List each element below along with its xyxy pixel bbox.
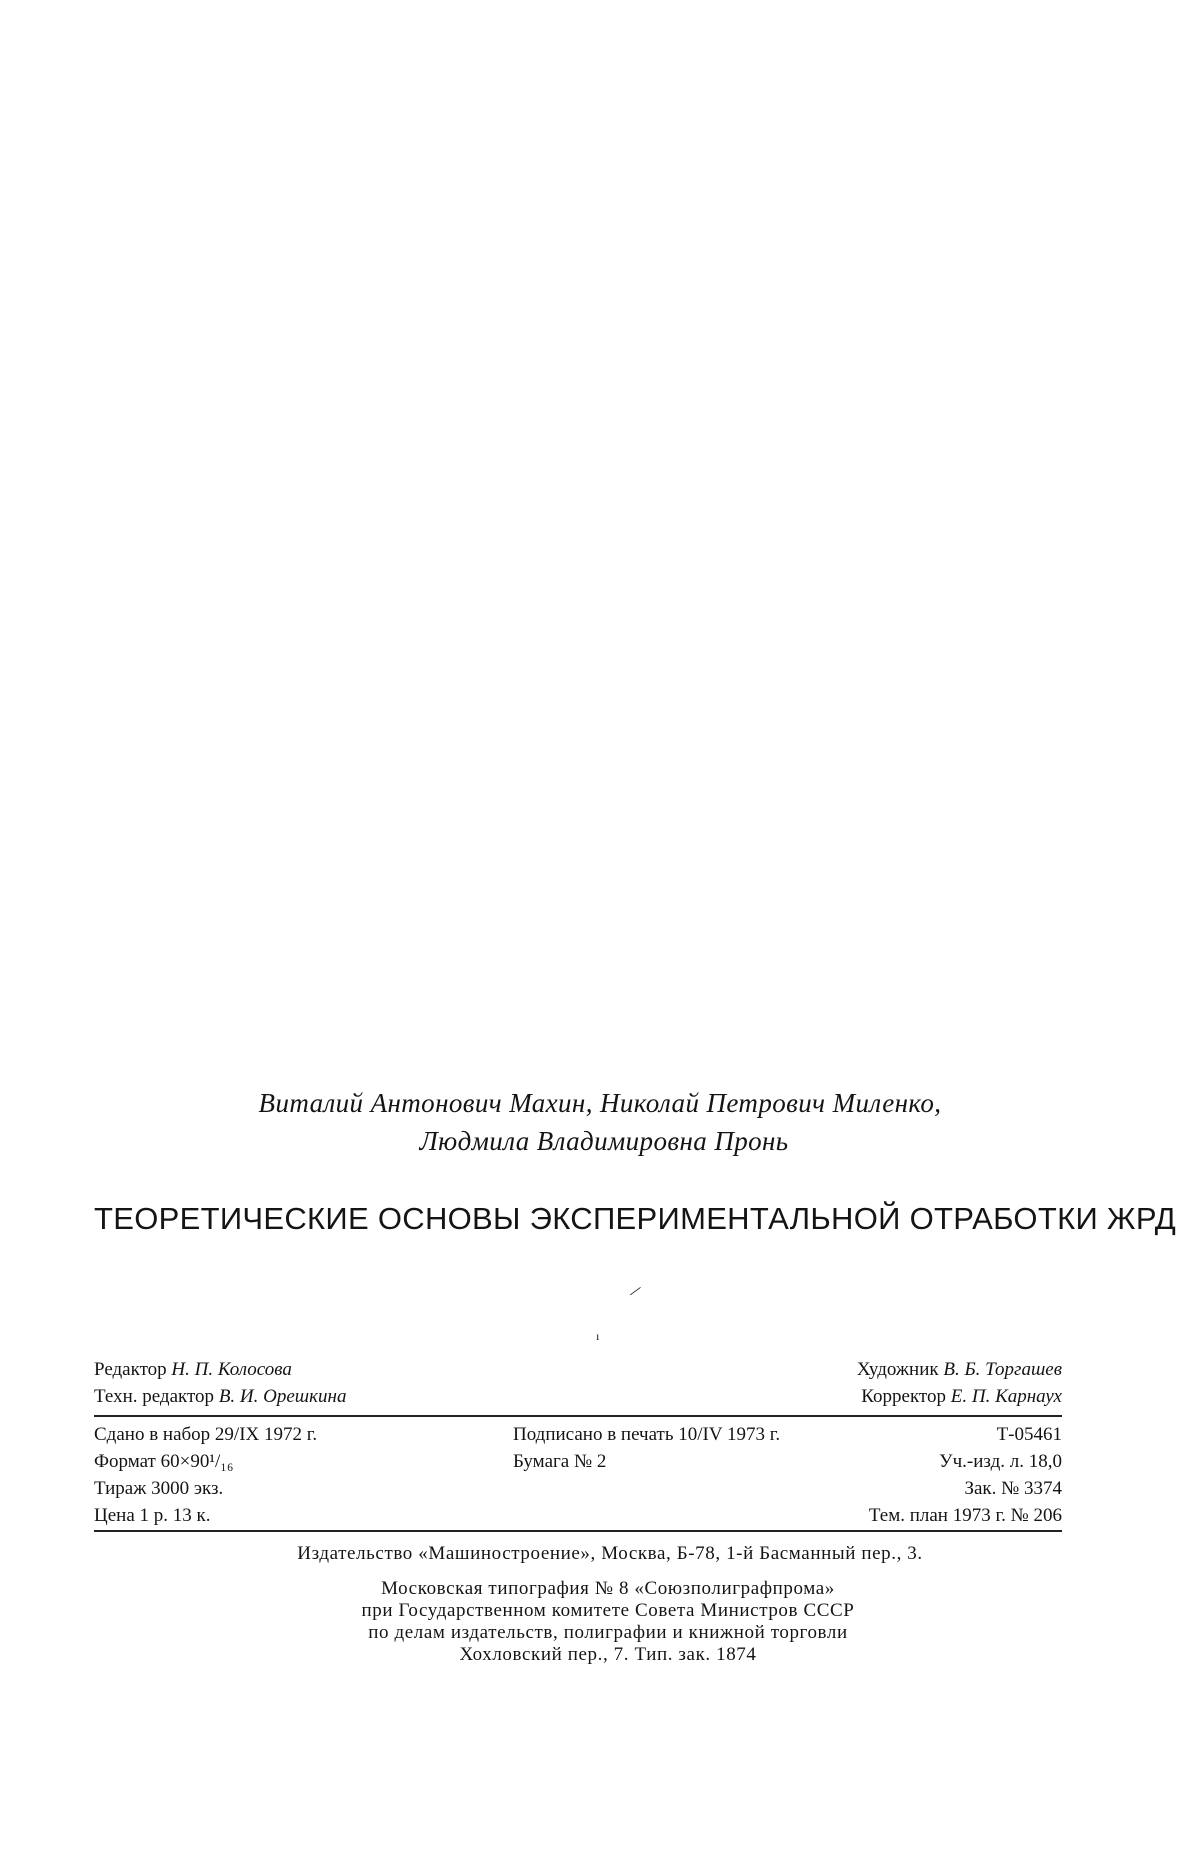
divider-bottom: [94, 1530, 1062, 1532]
printer-line-1: Московская типография № 8 «Союзполиграфпрома»: [381, 1578, 835, 1599]
editor-name: Н. П. Колосова: [171, 1359, 292, 1380]
print-row-2: [94, 1449, 1062, 1476]
print-speck-dot: ı: [596, 1329, 600, 1343]
printer-line-2: при Государственном комитете Совета Министров СССР: [361, 1600, 855, 1621]
order-number: Зак. № 3374: [964, 1478, 1062, 1499]
print-details: [94, 1422, 1062, 1530]
staff-row-2: [94, 1384, 1062, 1411]
print-speck-mark: /: [627, 1281, 644, 1301]
artist-name: В. Б. Торгашев: [943, 1359, 1062, 1380]
printer-imprint: [0, 1578, 1200, 1666]
corrector-name: Е. П. Карнаух: [950, 1386, 1062, 1407]
paper: Бумага № 2: [513, 1451, 607, 1472]
book-title: ТЕОРЕТИЧЕСКИЕ ОСНОВЫ ЭКСПЕРИМЕНТАЛЬНОЙ ОТРАБОТКИ ЖРД: [94, 1201, 1177, 1236]
authors-line-2: Людмила Владимировна Пронь: [419, 1126, 789, 1156]
editor-credit: [94, 1357, 292, 1383]
printer-line-3: по делам издательств, полиграфии и книжной торговли: [368, 1622, 848, 1643]
publisher-imprint: Издательство «Машиностроение», Москва, Б-78, 1-й Басманный пер., 3.: [297, 1543, 923, 1564]
authors-line-1: Виталий Антонович Махин, Николай Петрович Миленко,: [258, 1088, 942, 1118]
tech-editor-credit: [94, 1384, 346, 1410]
signed-date: Подписано в печать 10/IV 1973 г.: [513, 1424, 781, 1445]
censor-code: Т-05461: [996, 1424, 1062, 1445]
divider-top: [94, 1415, 1062, 1417]
artist-credit: [857, 1357, 1062, 1383]
tech-editor-name: В. И. Орешкина: [218, 1386, 347, 1407]
print-run: Тираж 3000 экз.: [94, 1478, 224, 1499]
print-row-3: [94, 1476, 1062, 1503]
format: Формат 60×90¹/₁₆: [94, 1451, 234, 1472]
tech-editor-label: Техн. редактор: [94, 1386, 219, 1407]
artist-label: Художник: [856, 1359, 944, 1380]
price: Цена 1 р. 13 к.: [94, 1505, 211, 1526]
printer-line-4: Хохловский пер., 7. Тип. зак. 1874: [459, 1644, 757, 1665]
typeset-date: Сдано в набор 29/IX 1972 г.: [94, 1424, 318, 1445]
authors: [0, 1084, 1200, 1160]
publishing-sheets: Уч.-изд. л. 18,0: [939, 1451, 1062, 1472]
print-row-1: [94, 1422, 1062, 1449]
corrector-credit: [861, 1384, 1062, 1410]
staff-credits: [94, 1357, 1062, 1411]
print-row-4: [94, 1503, 1062, 1530]
thematic-plan: Тем. план 1973 г. № 206: [868, 1505, 1062, 1526]
editor-label: Редактор: [94, 1359, 172, 1380]
staff-row-1: [94, 1357, 1062, 1384]
corrector-label: Корректор: [861, 1386, 951, 1407]
